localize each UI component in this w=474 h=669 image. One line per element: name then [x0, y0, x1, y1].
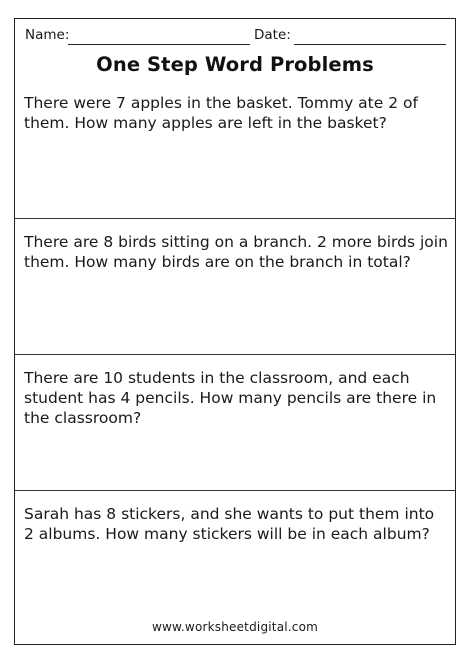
worksheet-page — [14, 18, 456, 645]
problem-4: Sarah has 8 stickers, and she wants to put them into 2 albums. How many stickers will be in each album? — [24, 505, 435, 543]
page-title: One Step Word Problems — [96, 53, 374, 76]
section-divider — [15, 490, 455, 491]
name-label: Name: — [25, 27, 70, 43]
date-write-line — [294, 44, 446, 45]
section-divider — [15, 218, 455, 219]
problem-1: There were 7 apples in the basket. Tommy ate 2 of them. How many apples are left in the basket? — [24, 94, 418, 132]
worksheet-header — [15, 19, 455, 76]
problem-3: There are 10 students in the classroom, and each student has 4 pencils. How many pencils are there in the classroom? — [24, 369, 437, 427]
section-divider — [15, 354, 455, 355]
date-label: Date: — [254, 27, 291, 43]
footer-website: www.worksheetdigital.com — [151, 620, 319, 634]
name-write-line — [68, 44, 250, 45]
problem-2: There are 8 birds sitting on a branch. 2 more birds join them. How many birds are on the branch in total? — [24, 233, 448, 271]
